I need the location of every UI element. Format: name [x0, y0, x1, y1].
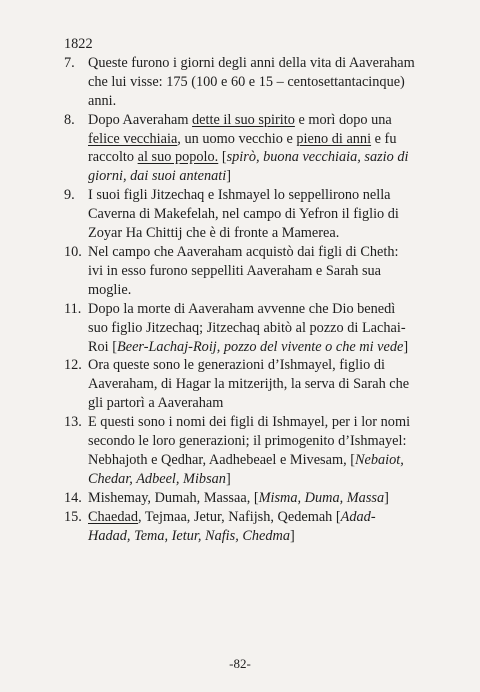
verse-item [64, 111, 416, 187]
verse-segment: ] [403, 338, 409, 355]
verse-segment: Mishemay, Dumah, Massaa, [ [88, 489, 259, 506]
verse-underlined-phrase: dette il suo spirito [192, 111, 295, 128]
verse-item [64, 54, 416, 111]
verse-number: 10. [64, 243, 82, 260]
verse-number: 15. [64, 508, 82, 525]
verse-number: 12. [64, 357, 82, 374]
verse-segment: Dopo la morte di Aaveraham avvenne che Dio benedì suo figlio Jitzechaq; Jitzechaq abitò al pozzo di Lachai- Roi [ [88, 300, 406, 355]
verse-gloss: Nebaiot, Chedar, Adbeel, Mibsan [88, 451, 404, 487]
verse-gloss: Adad-Hadad, Tema, Ietur, Nafis, Chedma [88, 508, 376, 544]
verse-segment: e morì dopo una [294, 111, 392, 128]
verse-gloss: Beer-Lachaj-Roij, pozzo del vivente o che mi vede [117, 338, 404, 355]
verse-item [64, 243, 416, 300]
verse-item [64, 508, 416, 546]
verse-text [88, 54, 416, 111]
page-body [64, 35, 416, 545]
verse-item [64, 356, 416, 413]
verse-item [64, 186, 416, 243]
verse-number: 11. [64, 300, 82, 317]
verse-list [64, 54, 416, 546]
verse-number: 9. [64, 187, 75, 204]
verse-text [88, 508, 416, 546]
verse-underlined-phrase: pieno di anni [296, 130, 372, 147]
verse-segment: E questi sono i nomi dei figli di Ishmayel, per i lor nomi secondo le loro generazioni; il primogenito d’Ishmayel: Nebhajoth e Qedhar, Aadhebeael e Mivesam, [ [88, 414, 411, 468]
verse-text [88, 300, 416, 357]
verse-segment: ] [225, 470, 231, 487]
verse-segment: ] [226, 168, 231, 185]
verse-text [88, 356, 416, 413]
verse-item [64, 300, 416, 357]
verse-number: 8. [64, 111, 75, 128]
verse-underlined-phrase: Chaedad [88, 508, 139, 525]
verse-segment: Nel campo che Aaveraham acquistò dai figli di Cheth: ivi in esso furono seppelliti Aaveraham e Sarah sua moglie. [88, 243, 399, 298]
verse-segment: Dopo Aaveraham [88, 111, 193, 128]
verse-segment: , Tejmaa, Jetur, Nafijsh, Qedemah [ [138, 508, 341, 525]
verse-gloss: spirò, buona vecchiaia, sazio di giorni, dai suoi antenati [88, 149, 409, 185]
verse-segment: I suoi figli Jitzechaq e Ishmayel lo seppellirono nella Caverna di Makefelah, nel campo di Yefron il figlio di Zoyar Ha Chittij che è di fronte a Mamerea. [88, 187, 399, 242]
verse-text [88, 413, 416, 489]
verse-text [88, 243, 416, 300]
verse-segment: [ [218, 149, 227, 166]
page-number: -82- [229, 656, 251, 671]
verse-segment: Queste furono i giorni degli anni della vita di Aaveraham che lui visse: 175 (100 e 60 e 15 – centosettantacinque) anni. [88, 54, 415, 109]
verse-segment: Ora queste sono le generazioni d’Ishmayel, figlio di Aaveraham, di Hagar la mitzerijth, la serva di Sarah che gli partorì a Aaveraham [88, 357, 410, 412]
page-year: 1822 [64, 36, 93, 52]
verse-number: 7. [64, 54, 75, 71]
verse-text [88, 111, 416, 187]
verse-gloss: Misma, Duma, Massa [258, 489, 385, 506]
verse-segment: ] [384, 489, 389, 506]
verse-segment: e fu raccolto [88, 130, 397, 166]
verse-item [64, 413, 416, 489]
verse-text [88, 186, 416, 243]
verse-number: 13. [64, 414, 82, 431]
verse-segment: ] [290, 527, 295, 544]
verse-item [64, 489, 416, 508]
verse-underlined-phrase: felice vecchiaia [88, 130, 178, 147]
verse-underlined-phrase: al suo popolo. [137, 149, 219, 166]
verse-segment: , un uomo vecchio e [177, 130, 297, 147]
verse-number: 14. [64, 489, 82, 506]
verse-text [88, 489, 416, 508]
